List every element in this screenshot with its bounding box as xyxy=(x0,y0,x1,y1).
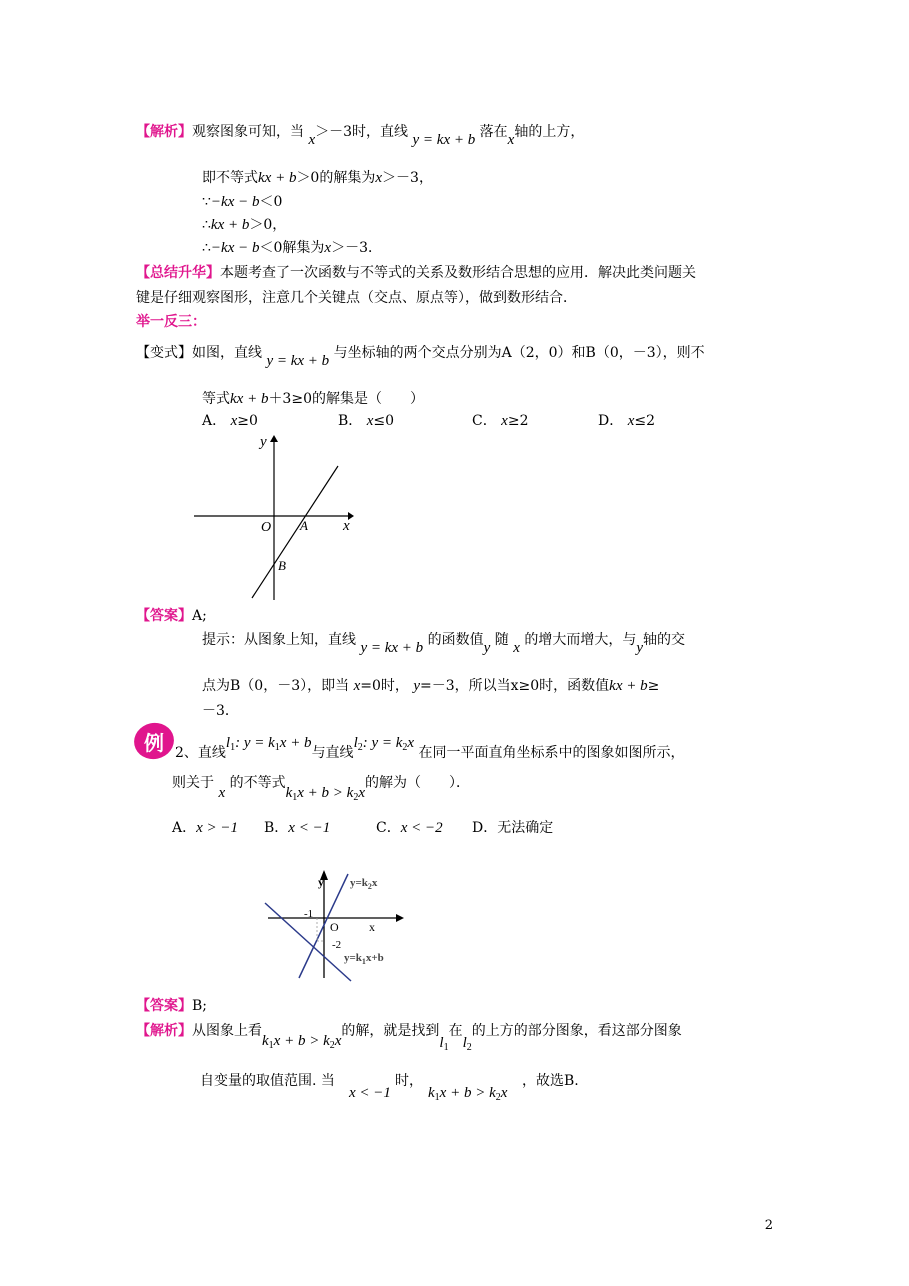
section-title: 举一反三： xyxy=(136,314,206,330)
answer-1-hint-line-1: 提示：从图象上知，直线 y = kx + b 的函数值y 随 x 的增大而增大，与y轴的交 xyxy=(202,632,685,656)
answer-tag: 【答案】 xyxy=(136,608,192,624)
y-axis-label: y xyxy=(260,434,267,450)
analysis-2-line-2b: 时， xyxy=(395,1073,423,1089)
example-2-line-2: 则关于 x 的不等式$k_1x + b > k_2x$的解为（ ）． xyxy=(172,775,470,803)
analysis-1-line-3: ∵−kx − b＜0 xyxy=(202,194,283,210)
tick-neg1: -1 xyxy=(304,908,314,920)
summary-line-1: 【总结升华】本题考查了一次函数与不等式的关系及数形结合思想的应用．解决此类问题关 xyxy=(136,265,696,281)
origin-label: O xyxy=(330,920,339,934)
x-axis-label: x xyxy=(369,920,375,934)
l2-label: $y=k_2x$ xyxy=(350,877,378,891)
analysis-2-line-1: 【解析】从图象上看$k_1x + b > k_2x$的解，就是找到$l_1$在$l_2$的上方的部分图象，看这部分图象 xyxy=(136,1023,682,1053)
l1-label: $y=k_1x+b$ xyxy=(344,952,384,966)
origin-label: O xyxy=(261,520,272,535)
analysis-2-cond: x < −1 xyxy=(349,1085,391,1101)
variant-option-b[interactable]: B． x≤0 xyxy=(338,413,395,429)
page-number: 2 xyxy=(764,1218,773,1233)
point-b-label: B xyxy=(278,558,286,573)
answer-tag: 【答案】 xyxy=(136,998,192,1014)
answer-2: 【答案】B; xyxy=(136,998,208,1014)
example-2-graph xyxy=(260,866,410,986)
y-axis-arrow xyxy=(270,435,278,442)
variant-option-a[interactable]: A． x≥0 xyxy=(202,413,258,429)
variant-tag: 【变式】 xyxy=(136,345,192,361)
point-a-label: A xyxy=(300,518,308,533)
example-2-option-d[interactable]: D．无法确定 xyxy=(472,820,554,836)
summary-tag: 【总结升华】 xyxy=(136,265,220,281)
example-2-line-1: 2、直线$l_1$: $y = k_1x + b$与直线$l_2$: $y = k_2x$ 在同一平面直角坐标系中的图象如图所示， xyxy=(175,735,685,761)
variant-line-2: 等式kx + b＋3≥0的解集是（ ） xyxy=(202,391,424,407)
example-2-option-b[interactable]: B．x < −1 xyxy=(264,820,331,836)
analysis-tag: 【解析】 xyxy=(136,124,192,140)
variant-option-d[interactable]: D． x≤2 xyxy=(598,413,655,429)
analysis-2-line-2c: ，故选B. xyxy=(522,1073,579,1089)
answer-1-hint-line-2: 点为B（0，－3），即当 x=0时， y=－3，所以当x≥0时，函数值kx + b≥ xyxy=(202,678,660,694)
x-axis-arrow xyxy=(396,914,404,922)
example-2-option-a[interactable]: A．x > −1 xyxy=(172,820,239,836)
y-axis-label: y xyxy=(318,875,324,889)
analysis-tag: 【解析】 xyxy=(136,1023,192,1039)
answer-1-hint-line-3: －3． xyxy=(202,703,239,719)
variant-graph xyxy=(188,430,358,605)
analysis-1-line-1: 【解析】观察图象可知，当 x＞－3时，直线 y = kx + b 落在x轴的上方， xyxy=(136,124,585,148)
answer-1: 【答案】A; xyxy=(136,608,207,624)
analysis-1-line-2: 即不等式kx + b＞0的解集为x＞－3， xyxy=(202,170,433,186)
x-axis-label: x xyxy=(343,518,350,534)
analysis-2-ineq: $k_1x + b > k_2x$ xyxy=(428,1085,508,1103)
variant-option-c[interactable]: C． x≥2 xyxy=(472,413,529,429)
analysis-2-line-2: 自变量的取值范围. 当 xyxy=(200,1073,335,1089)
example-badge-text: 例 xyxy=(144,731,164,755)
example-2-option-c[interactable]: C．x < −2 xyxy=(376,820,443,836)
variant-line-1: 【变式】如图，直线 y = kx + b 与坐标轴的两个交点分别为A（2，0）和B（0，－3），则不 xyxy=(136,345,705,369)
analysis-1-line-5: ∴−kx − b＜0解集为x＞－3． xyxy=(202,240,382,256)
tick-neg2: -2 xyxy=(332,939,342,951)
summary-line-2: 键是仔细观察图形，注意几个关键点（交点、原点等），做到数形结合． xyxy=(136,290,577,306)
analysis-1-line-4: ∴kx + b＞0， xyxy=(202,217,287,233)
